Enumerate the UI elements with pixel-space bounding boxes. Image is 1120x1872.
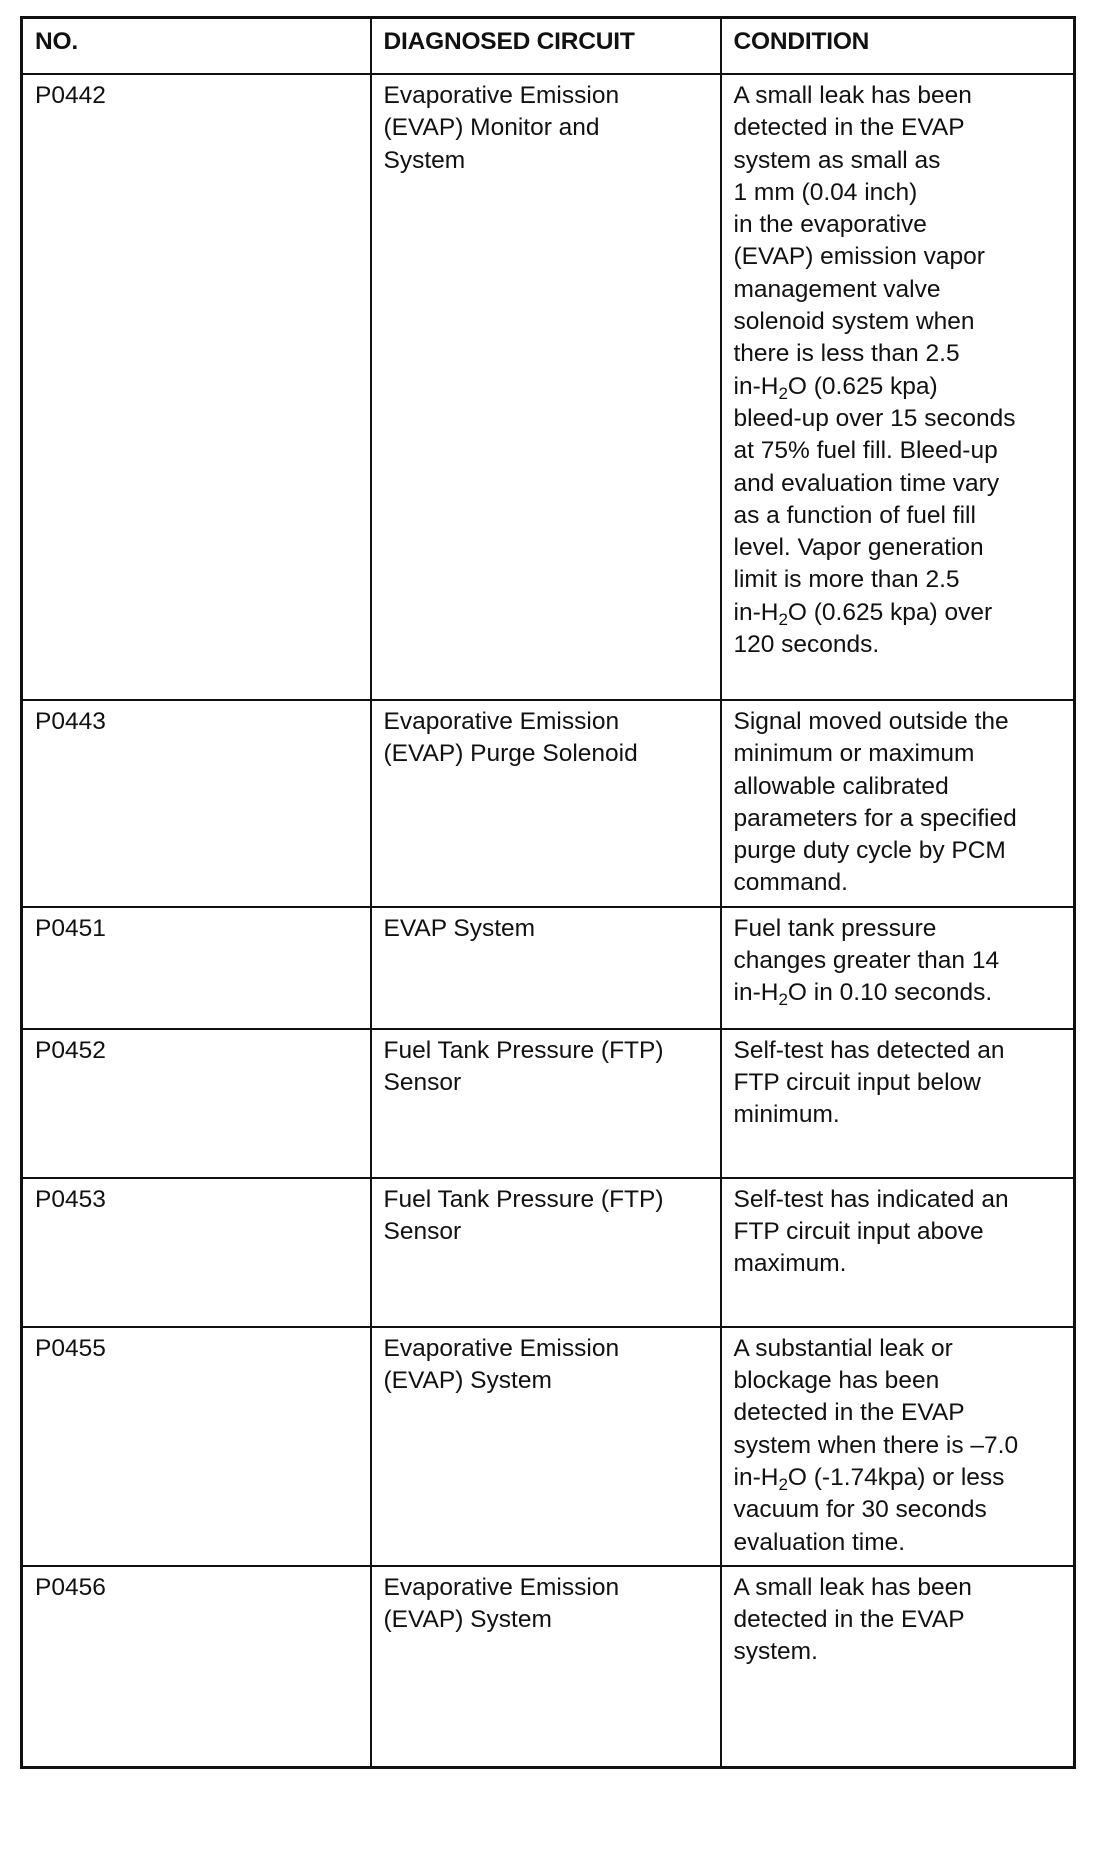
condition-line: detected in the EVAP xyxy=(733,1606,965,1634)
dtc-code: P0443 xyxy=(22,700,371,907)
dtc-code: P0451 xyxy=(22,907,371,1029)
circuit-line: (EVAP) System xyxy=(383,1367,552,1395)
header-diagnosed-circuit: DIAGNOSED CIRCUIT xyxy=(371,18,721,75)
circuit-line: EVAP System xyxy=(383,914,536,942)
condition-text xyxy=(721,74,1075,700)
header-row xyxy=(22,18,1075,75)
condition-line: A small leak has been xyxy=(733,1573,972,1601)
table-row xyxy=(22,1029,1075,1178)
condition-line: $in-H_2O$ (0.625 kpa) over xyxy=(733,598,993,629)
condition-line: purge duty cycle by PCM xyxy=(733,837,1006,865)
diagnosed-circuit xyxy=(371,700,721,907)
diagnosed-circuit xyxy=(371,1327,721,1566)
circuit-line: System xyxy=(383,146,466,174)
condition-line: as a function of fuel fill xyxy=(733,501,976,529)
header-no: NO. xyxy=(22,18,371,75)
condition-text xyxy=(721,1178,1075,1327)
condition-line: maximum. xyxy=(733,1250,847,1278)
condition-line: management valve xyxy=(733,275,941,303)
diagnosed-circuit xyxy=(371,1566,721,1768)
condition-text xyxy=(721,907,1075,1029)
dtc-code: P0455 xyxy=(22,1327,371,1566)
header-condition: CONDITION xyxy=(721,18,1075,75)
condition-line: bleed-up over 15 seconds xyxy=(733,404,1016,432)
condition-line: solenoid system when xyxy=(733,308,975,336)
condition-line: detected in the EVAP xyxy=(733,114,965,142)
circuit-line: Evaporative Emission xyxy=(383,708,620,735)
condition-text xyxy=(721,1029,1075,1178)
condition-line: parameters for a specified xyxy=(733,804,1017,832)
condition-line: A substantial leak or xyxy=(733,1334,953,1362)
condition-line: Fuel tank pressure xyxy=(733,914,937,942)
condition-line: Self-test has detected an xyxy=(733,1036,1005,1064)
diagnosed-circuit xyxy=(371,907,721,1029)
condition-line: minimum. xyxy=(733,1101,840,1129)
condition-line: there is less than 2.5 xyxy=(733,340,960,368)
condition-text xyxy=(721,1327,1075,1566)
circuit-line: Sensor xyxy=(383,1069,462,1097)
circuit-line: (EVAP) System xyxy=(383,1606,552,1634)
condition-line: minimum or maximum xyxy=(733,740,975,768)
condition-line: allowable calibrated xyxy=(733,772,949,800)
condition-line: at 75% fuel fill. Bleed-up xyxy=(733,437,998,465)
condition-line: limit is more than 2.5 xyxy=(733,566,960,594)
condition-line: in the evaporative xyxy=(733,211,927,239)
condition-line: $in-H_2O$ in 0.10 seconds. xyxy=(733,979,993,1010)
condition-line: vacuum for 30 seconds xyxy=(733,1496,987,1524)
condition-line: evaluation time. xyxy=(733,1528,906,1556)
diagnosed-circuit xyxy=(371,1029,721,1178)
diagnosed-circuit xyxy=(371,74,721,700)
condition-line: 1 mm (0.04 inch) xyxy=(733,178,918,206)
table-body xyxy=(22,74,1075,1768)
circuit-line: Fuel Tank Pressure (FTP) xyxy=(383,1185,664,1213)
circuit-line: (EVAP) Purge Solenoid xyxy=(383,740,638,768)
dtc-code: P0452 xyxy=(22,1029,371,1178)
condition-line: changes greater than 14 xyxy=(733,947,1000,975)
table-row xyxy=(22,1327,1075,1566)
condition-line: system when there is –7.0 xyxy=(733,1431,1019,1459)
table-row xyxy=(22,1178,1075,1327)
condition-text xyxy=(721,1566,1075,1768)
condition-line: system. xyxy=(733,1638,818,1666)
table-row xyxy=(22,74,1075,700)
condition-line: FTP circuit input above xyxy=(733,1218,984,1246)
table-row xyxy=(22,1566,1075,1768)
table-row xyxy=(22,907,1075,1029)
dtc-code: P0453 xyxy=(22,1178,371,1327)
table-row xyxy=(22,700,1075,907)
dtc-code: P0456 xyxy=(22,1566,371,1768)
condition-line: 120 seconds. xyxy=(733,631,880,659)
circuit-line: Fuel Tank Pressure (FTP) xyxy=(383,1036,664,1064)
condition-line: system as small as xyxy=(733,146,941,174)
condition-line: FTP circuit input below xyxy=(733,1069,981,1097)
condition-line: Signal moved outside the xyxy=(733,708,1009,735)
condition-line: Self-test has indicated an xyxy=(733,1185,1009,1213)
dtc-code: P0442 xyxy=(22,74,371,700)
circuit-line: Evaporative Emission xyxy=(383,1334,620,1362)
dtc-table xyxy=(20,16,1076,1769)
condition-text xyxy=(721,700,1075,907)
diagnosed-circuit xyxy=(371,1178,721,1327)
condition-line: $in-H_2O$ (-1.74kpa) or less xyxy=(733,1463,1005,1494)
circuit-line: Sensor xyxy=(383,1218,462,1246)
circuit-line: Evaporative Emission xyxy=(383,82,620,109)
condition-line: command. xyxy=(733,869,848,897)
condition-line: blockage has been xyxy=(733,1367,940,1395)
condition-line: level. Vapor generation xyxy=(733,534,984,562)
condition-line: $in-H_2O$ (0.625 kpa) xyxy=(733,372,938,403)
condition-line: (EVAP) emission vapor xyxy=(733,243,985,271)
condition-line: detected in the EVAP xyxy=(733,1399,965,1427)
condition-line: and evaluation time vary xyxy=(733,469,1000,497)
circuit-line: Evaporative Emission xyxy=(383,1573,620,1601)
circuit-line: (EVAP) Monitor and xyxy=(383,114,600,142)
condition-line: A small leak has been xyxy=(733,82,972,109)
